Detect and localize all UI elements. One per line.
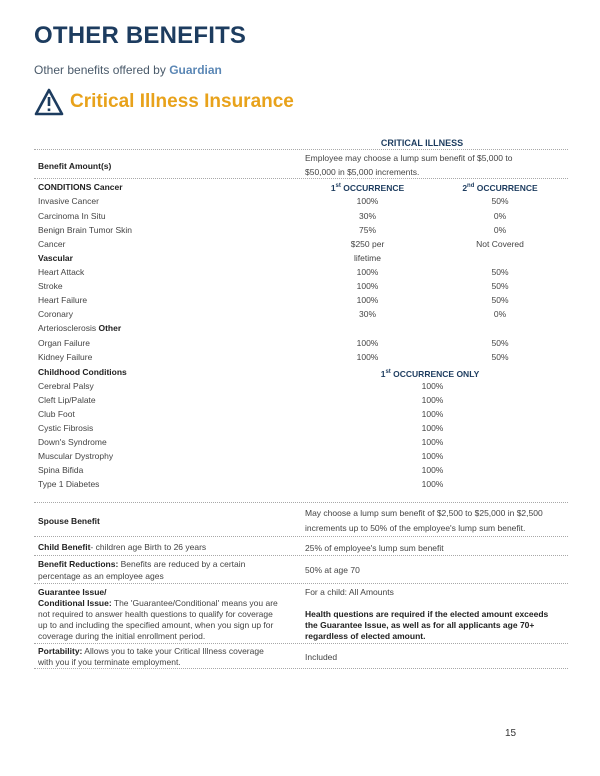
condition-name: Type 1 Diabetes [38,479,100,489]
first-occurrence-value: 30% [358,309,376,319]
other-label: Other [98,323,122,333]
second-occurrence-header [430,183,570,193]
lifetime-note: lifetime [354,253,381,263]
condition-name: Cerebral Palsy [38,381,94,391]
second-occurrence-value: 50% [491,352,509,362]
portability-value: Included [305,652,338,662]
condition-name: Cancer [38,239,66,249]
spouse-benefit-line1: May choose a lump sum benefit of $2,500 to $25,000 in $2,500 [305,508,543,518]
first-occurrence-value: 100% [356,281,379,291]
condition-name: Kidney Failure [38,352,93,362]
childhood-label: Childhood Conditions [38,367,127,377]
child-benefit-row [38,542,206,552]
ordinal-suffix: nd [467,183,475,190]
guarantee-issue-label: Guarantee Issue/ [38,587,107,597]
divider [34,555,568,556]
benefit-amount-line2: $50,000 in $5,000 increments. [305,167,420,177]
child-benefit-desc: - children age Birth to 26 years [90,542,207,552]
subtitle-brand: Guardian [169,63,222,77]
condition-name: Invasive Cancer [38,196,99,206]
condition-name: Club Foot [38,409,75,419]
second-occurrence-value: 0% [493,225,507,235]
condition-name: Benign Brain Tumor Skin [38,225,133,235]
condition-name: Coronary [38,309,73,319]
cancer-label: Cancer [93,182,123,192]
occurrence-value: 100% [421,423,444,433]
first-occurrence-value: 100% [356,338,379,348]
conditions-header [38,182,123,192]
occurrence-value: 100% [421,437,444,447]
conditional-issue-line1 [38,598,278,608]
condition-name: Down's Syndrome [38,437,107,447]
health-note-line3: regardless of elected amount. [305,631,426,641]
warning-icon [34,88,64,116]
portability-line2: with you if you terminate employment. [38,657,181,667]
conditional-issue-desc: The 'Guarantee/Conditional' means you are [111,598,278,608]
vascular-label: Vascular [38,253,73,263]
health-note-line1: Health questions are required if the elected amount exceeds [305,609,549,619]
condition-name: Heart Failure [38,295,88,305]
first-occurrence-header [305,183,430,193]
divider [34,583,568,584]
condition-name: Organ Failure [38,338,90,348]
page-title: OTHER BENEFITS [34,22,247,49]
ordinal-number: 1 [380,369,386,379]
arteriosclerosis-other-row [38,323,121,333]
benefit-amount-line1: Employee may choose a lump sum benefit of $5,000 to [305,153,513,163]
occurrence-value: 100% [421,395,444,405]
first-occurrence-value: 100% [356,267,379,277]
second-occurrence-value: 50% [491,196,509,206]
occurrence-label: OCCURRENCE [340,183,405,193]
second-occurrence-value: 50% [491,295,509,305]
condition-name: Muscular Dystrophy [38,451,114,461]
benefit-reductions-line2: percentage as an employee ages [38,571,164,581]
occurrence-label: OCCURRENCE ONLY [390,369,480,379]
conditions-label: CONDITIONS [38,182,92,192]
condition-name: Stroke [38,281,63,291]
second-occurrence-value: 0% [493,309,507,319]
condition-name: Cystic Fibrosis [38,423,94,433]
divider [34,668,568,669]
first-occurrence-only-header [305,369,555,379]
child-benefit-label: Child Benefit [38,542,91,552]
benefit-reductions-label: Benefit Reductions: [38,559,119,569]
condition-name: Carcinoma In Situ [38,211,106,221]
section-header [34,86,294,118]
ordinal-suffix: st [335,183,341,190]
occurrence-label: OCCURRENCE [474,183,538,193]
first-occurrence-value: 100% [356,196,379,206]
divider [34,149,568,150]
condition-name: Cleft Lip/Palate [38,395,96,405]
ordinal-suffix: st [385,369,391,376]
second-occurrence-value: 0% [493,211,507,221]
divider [34,178,568,179]
occurrence-value: 100% [421,409,444,419]
portability-line1 [38,646,264,656]
ordinal-number: 2 [462,183,468,193]
spouse-benefit-line2: increments up to 50% of the employee's lump sum benefit. [305,523,526,533]
conditional-issue-line4: coverage during the initial enrollment period. [38,631,206,641]
benefit-reductions-desc: Benefits are reduced by a certain [118,559,246,569]
section-title: Critical Illness Insurance [70,91,294,112]
conditional-issue-label: Conditional Issue: [38,598,112,608]
second-occurrence-value: 50% [491,338,509,348]
portability-label: Portability: [38,646,83,656]
benefit-reductions-value: 50% at age 70 [305,565,360,575]
second-occurrence-value: 50% [491,281,509,291]
conditional-issue-line3: up to and including the specified amount, when you sign up for [38,620,274,630]
guarantee-issue-value: For a child: All Amounts [305,587,394,597]
portability-desc: Allows you to take your Critical Illness coverage [82,646,264,656]
child-benefit-value: 25% of employee's lump sum benefit [305,543,444,553]
first-occurrence-value: 30% [358,211,376,221]
benefit-reductions-line1 [38,559,245,569]
occurrence-value: 100% [421,381,444,391]
first-occurrence-value: 75% [358,225,376,235]
divider [34,643,568,644]
divider [34,502,568,503]
second-occurrence-value: 50% [491,267,509,277]
first-occurrence-value: 100% [356,295,379,305]
first-occurrence-value: $250 per [350,239,385,249]
subtitle-prefix: Other benefits offered by [34,63,166,77]
table-header: CRITICAL ILLNESS [380,138,464,148]
occurrence-value: 100% [421,465,444,475]
benefit-amount-label: Benefit Amount(s) [38,161,112,171]
first-occurrence-value: 100% [356,352,379,362]
second-occurrence-value: Not Covered [476,239,524,249]
spouse-benefit-label: Spouse Benefit [38,516,100,526]
page-subtitle [34,63,222,77]
page-number: 15 [505,728,517,739]
divider [34,536,568,537]
condition-name: Heart Attack [38,267,85,277]
health-note-line2: the Guarantee Issue, as well as for all applicants age 70+ [305,620,535,630]
occurrence-value: 100% [421,479,444,489]
condition-name: Arteriosclerosis [38,323,97,333]
conditional-issue-line2: not required to answer health questions to qualify for coverage [38,609,273,619]
occurrence-value: 100% [421,451,444,461]
ordinal-number: 1 [330,183,336,193]
condition-name: Spina Bifida [38,465,84,475]
